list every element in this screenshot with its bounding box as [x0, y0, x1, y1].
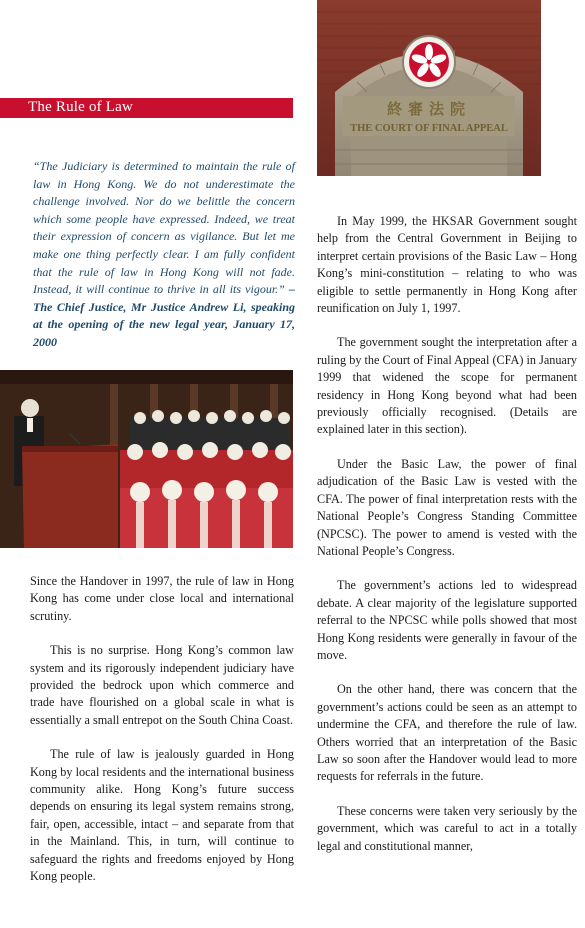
chief-justice-quote — [33, 158, 295, 352]
right-paragraph-3: Under the Basic Law, the power of final adjudication of the Basic Law is vested with the CFA. The power of final interpretation rests with the National People’s Congress Standing Committee (NPCSC). The power to amend is vested with the National People’s Congress. — [317, 456, 577, 558]
right-paragraph-1: In May 1999, the HKSAR Government sought help from the Central Government in Beijing to interpret certain provisions of the Basic Law – Hong Kong’s mini-constitution – relating to who was eligible to settle permanently in Hong Kong after reunification on July 1, 1997. — [317, 214, 577, 316]
ceremony-illustration — [0, 370, 293, 548]
right-paragraph-6: These concerns were taken very seriously by the government, which was careful to act in a totally legal and constitutional manner, — [317, 803, 577, 853]
section-title: The Rule of Law — [28, 99, 134, 115]
legal-year-ceremony-photo — [0, 370, 293, 548]
left-paragraph-3: The rule of law is jealously guarded in Hong Kong by local residents and the international business community alike. Hong Kong’s future success depends on ensuring its legal system remains strong, fair, open, accessible, intact – and separate from that in the Mainland. This, in turn, will continue to safeguard the rights and freedoms enjoyed by Hong Kong people. — [30, 747, 294, 884]
right-column-text — [317, 213, 577, 872]
quote-attribution: – The Chief Justice, Mr Justice Andrew Li, speaking at the opening of the new legal year, January 17, 2000 — [33, 282, 295, 349]
right-paragraph-4: The government’s actions led to widespread debate. A clear majority of the legislature supported referral to the NPCSC while polls showed that most Hong Kong residents were generally in favour of the move. — [317, 578, 577, 662]
court-building-illustration — [317, 0, 541, 176]
right-paragraph-2: The government sought the interpretation after a ruling by the Court of Final Appeal (CFA) in January 1999 that widened the scope for permanent residency in Hong Kong beyond what had been previously officially recognised. (Details are explained later in this section). — [317, 335, 577, 437]
left-paragraph-1: Since the Handover in 1997, the rule of law in Hong Kong has come under close local and international scrutiny. — [30, 574, 294, 623]
left-column-text — [30, 573, 294, 903]
right-paragraph-5: On the other hand, there was concern that the government’s actions could be seen as an attempt to undermine the CFA, and therefore the rule of law. Others worried that an interpretation of the Basic Law so soon after the Handover would lead to more requests for referrals in the future. — [317, 682, 577, 784]
section-header-bar — [0, 98, 293, 118]
quote-text: “The Judiciary is determined to maintain the rule of law in Hong Kong. We do not underestimate the challenge involved. Nor do we belittle the concern which some people have expressed. Indeed, we treat their expression of concern as vigilance. But let me make one thing perfectly clear. I am fully confident that the rule of law in Hong Kong will not fade. Instead, it will continue to thrive in all its vigour.” — [33, 159, 295, 297]
chinese-sign-text: 終審法院 — [386, 100, 472, 118]
court-of-final-appeal-photo — [317, 0, 541, 176]
english-sign-text: THE COURT OF FINAL APPEAL — [350, 123, 508, 134]
left-paragraph-2: This is no surprise. Hong Kong’s common law system and its rigorously independent judiciary have provided the bedrock upon which commerce and trade have flourished on a global scale in what is essentially a small entrepot on the South China Coast. — [30, 643, 294, 727]
